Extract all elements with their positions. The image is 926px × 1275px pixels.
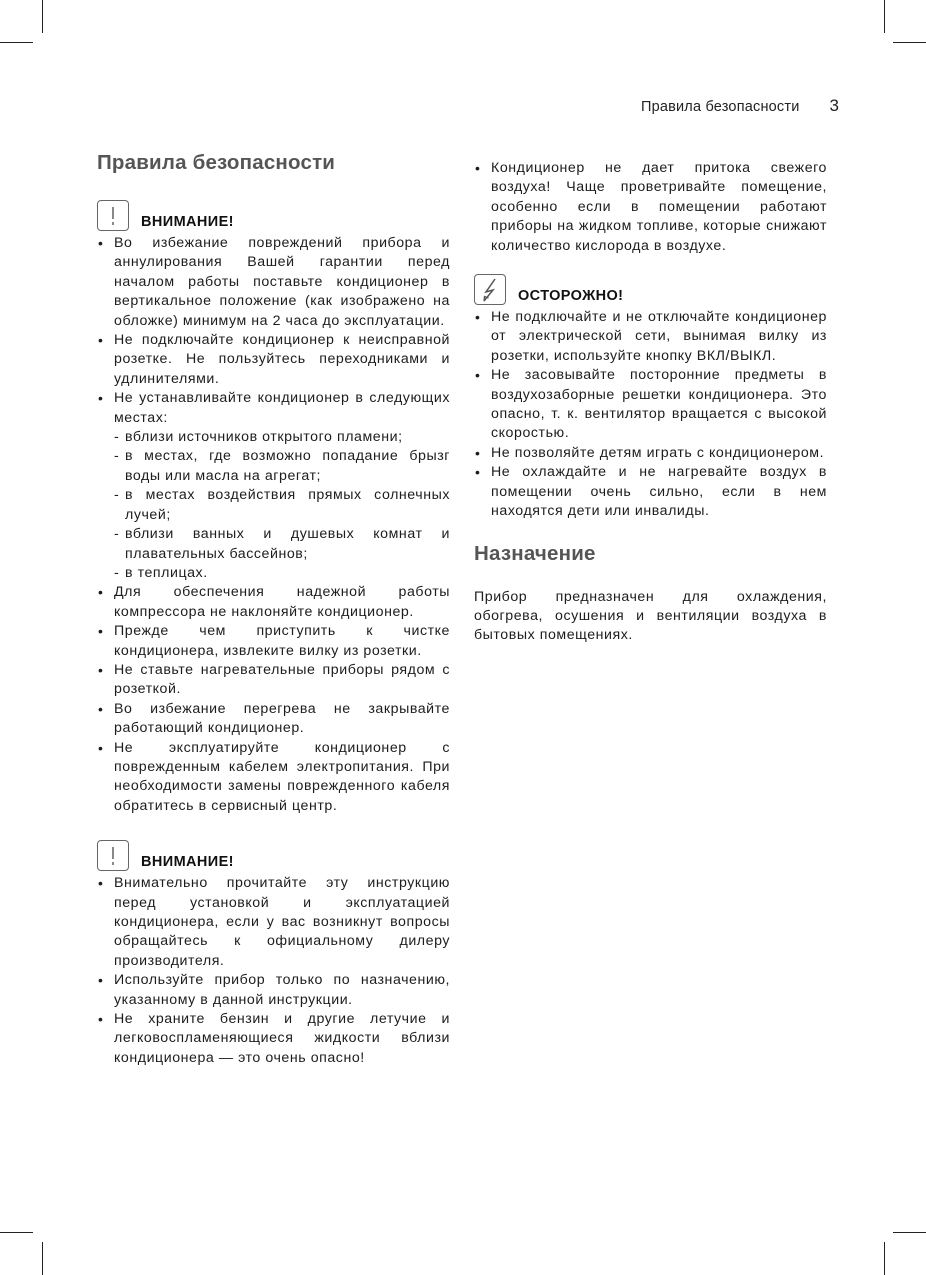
warning-label: ВНИМАНИЕ! xyxy=(141,214,234,230)
warning-label: ВНИМАНИЕ! xyxy=(141,854,234,871)
list-item: • Кондиционер не дает притока свежего воздуха! Чаще проветривайте помещение, особенно если в помещении работают приборы на жидком топливе, которые снижают количество кислорода в воздухе. xyxy=(474,159,827,256)
list-item-places xyxy=(97,389,450,583)
page-title: Правила безопасности xyxy=(97,151,336,174)
crop-mark xyxy=(42,0,43,33)
running-title: Правила безопасности xyxy=(640,99,800,115)
list-item: • Используйте прибор только по назначению, указанному в данной инструкции. xyxy=(97,971,450,1010)
warning-heading xyxy=(97,200,450,231)
list-item: • Не ставьте нагревательные приборы рядом с розеткой. xyxy=(97,661,450,700)
crop-mark xyxy=(884,0,885,33)
sublist-item: - в теплицах. xyxy=(114,564,450,583)
list-item: • Во избежание перегрева не закрывайте работающий кондиционер. xyxy=(97,700,450,739)
right-column xyxy=(474,159,827,646)
crop-mark xyxy=(893,1232,926,1233)
page-number: 3 xyxy=(829,96,839,115)
places-sublist xyxy=(114,428,450,583)
crop-mark xyxy=(0,42,33,43)
warning-heading xyxy=(97,840,450,871)
list-item: • Не позволяйте детям играть с кондиционером. xyxy=(474,444,827,463)
list-item: • Внимательно прочитайте эту инструкцию перед установкой и эксплуатацией кондиционера, если у вас возникнут вопросы обращайтесь к официальному дилеру производителя. xyxy=(97,874,450,971)
caution-label: ОСТОРОЖНО! xyxy=(518,288,624,305)
exclamation-icon-glyph xyxy=(110,206,116,226)
safety-list xyxy=(97,234,450,816)
caution-heading xyxy=(474,274,827,305)
list-item: • Во избежание повреждений прибора и аннулирования Вашей гарантии перед началом работы поставьте кондиционер в вертикальное положение (как изображено на обложке) минимум на 2 часа до эксплуатации. xyxy=(97,234,450,331)
places-intro: Не устанавливайте кондиционер в следующих местах: xyxy=(114,390,450,426)
sublist-item: - в местах, где возможно попадание брызг воды или масла на агрегат; xyxy=(114,447,450,486)
list-item: • Не подключайте и не отключайте кондиционер от электрической сети, вынимая вилку из розетки, используйте кнопку ВКЛ/ВЫКЛ. xyxy=(474,308,827,366)
exclamation-icon xyxy=(97,840,129,871)
list-item: • Не храните бензин и другие летучие и легковоспламеняющиеся жидкости вблизи кондиционера — это очень опасно! xyxy=(97,1010,450,1068)
purpose-title: Назначение xyxy=(474,541,596,565)
exclamation-icon xyxy=(97,200,129,231)
sublist-item: - в местах воздействия прямых солнечных лучей; xyxy=(114,486,450,525)
left-column xyxy=(97,150,450,1068)
lightning-icon-glyph xyxy=(481,278,499,302)
list-item: • Не эксплуатируйте кондиционер с поврежденным кабелем электропитания. При необходимости замены поврежденного кабеля обратитесь в сервисный центр. xyxy=(97,739,450,817)
crop-mark xyxy=(884,1242,885,1275)
crop-mark xyxy=(0,1232,33,1233)
safety-list xyxy=(97,874,450,1068)
safety-list xyxy=(474,159,827,256)
crop-mark xyxy=(42,1242,43,1275)
running-header xyxy=(641,96,839,116)
exclamation-icon-glyph xyxy=(110,846,116,866)
lightning-icon xyxy=(474,274,506,305)
list-item: • Для обеспечения надежной работы компрессора не наклоняйте кондиционер. xyxy=(97,583,450,622)
sublist-item: - вблизи источников открытого пламени; xyxy=(114,428,450,447)
purpose-text: Прибор предназначен для охлаждения, обогрева, осушения и вентиляции воздуха в бытовых помещениях. xyxy=(474,588,827,644)
crop-mark xyxy=(893,42,926,43)
list-item: • Не охлаждайте и не нагревайте воздух в помещении очень сильно, если в нем находятся дети или инвалиды. xyxy=(474,463,827,521)
list-item: • Прежде чем приступить к чистке кондиционера, извлеките вилку из розетки. xyxy=(97,622,450,661)
sublist-item: - вблизи ванных и душевых комнат и плавательных бассейнов; xyxy=(114,525,450,564)
list-item: • Не засовывайте посторонние предметы в воздухозаборные решетки кондиционера. Это опасно, т. к. вентилятор вращается с высокой скоростью. xyxy=(474,366,827,444)
caution-list xyxy=(474,308,827,521)
list-item: • Не подключайте кондиционер к неисправной розетке. Не пользуйтесь переходниками и удлинителями. xyxy=(97,331,450,389)
